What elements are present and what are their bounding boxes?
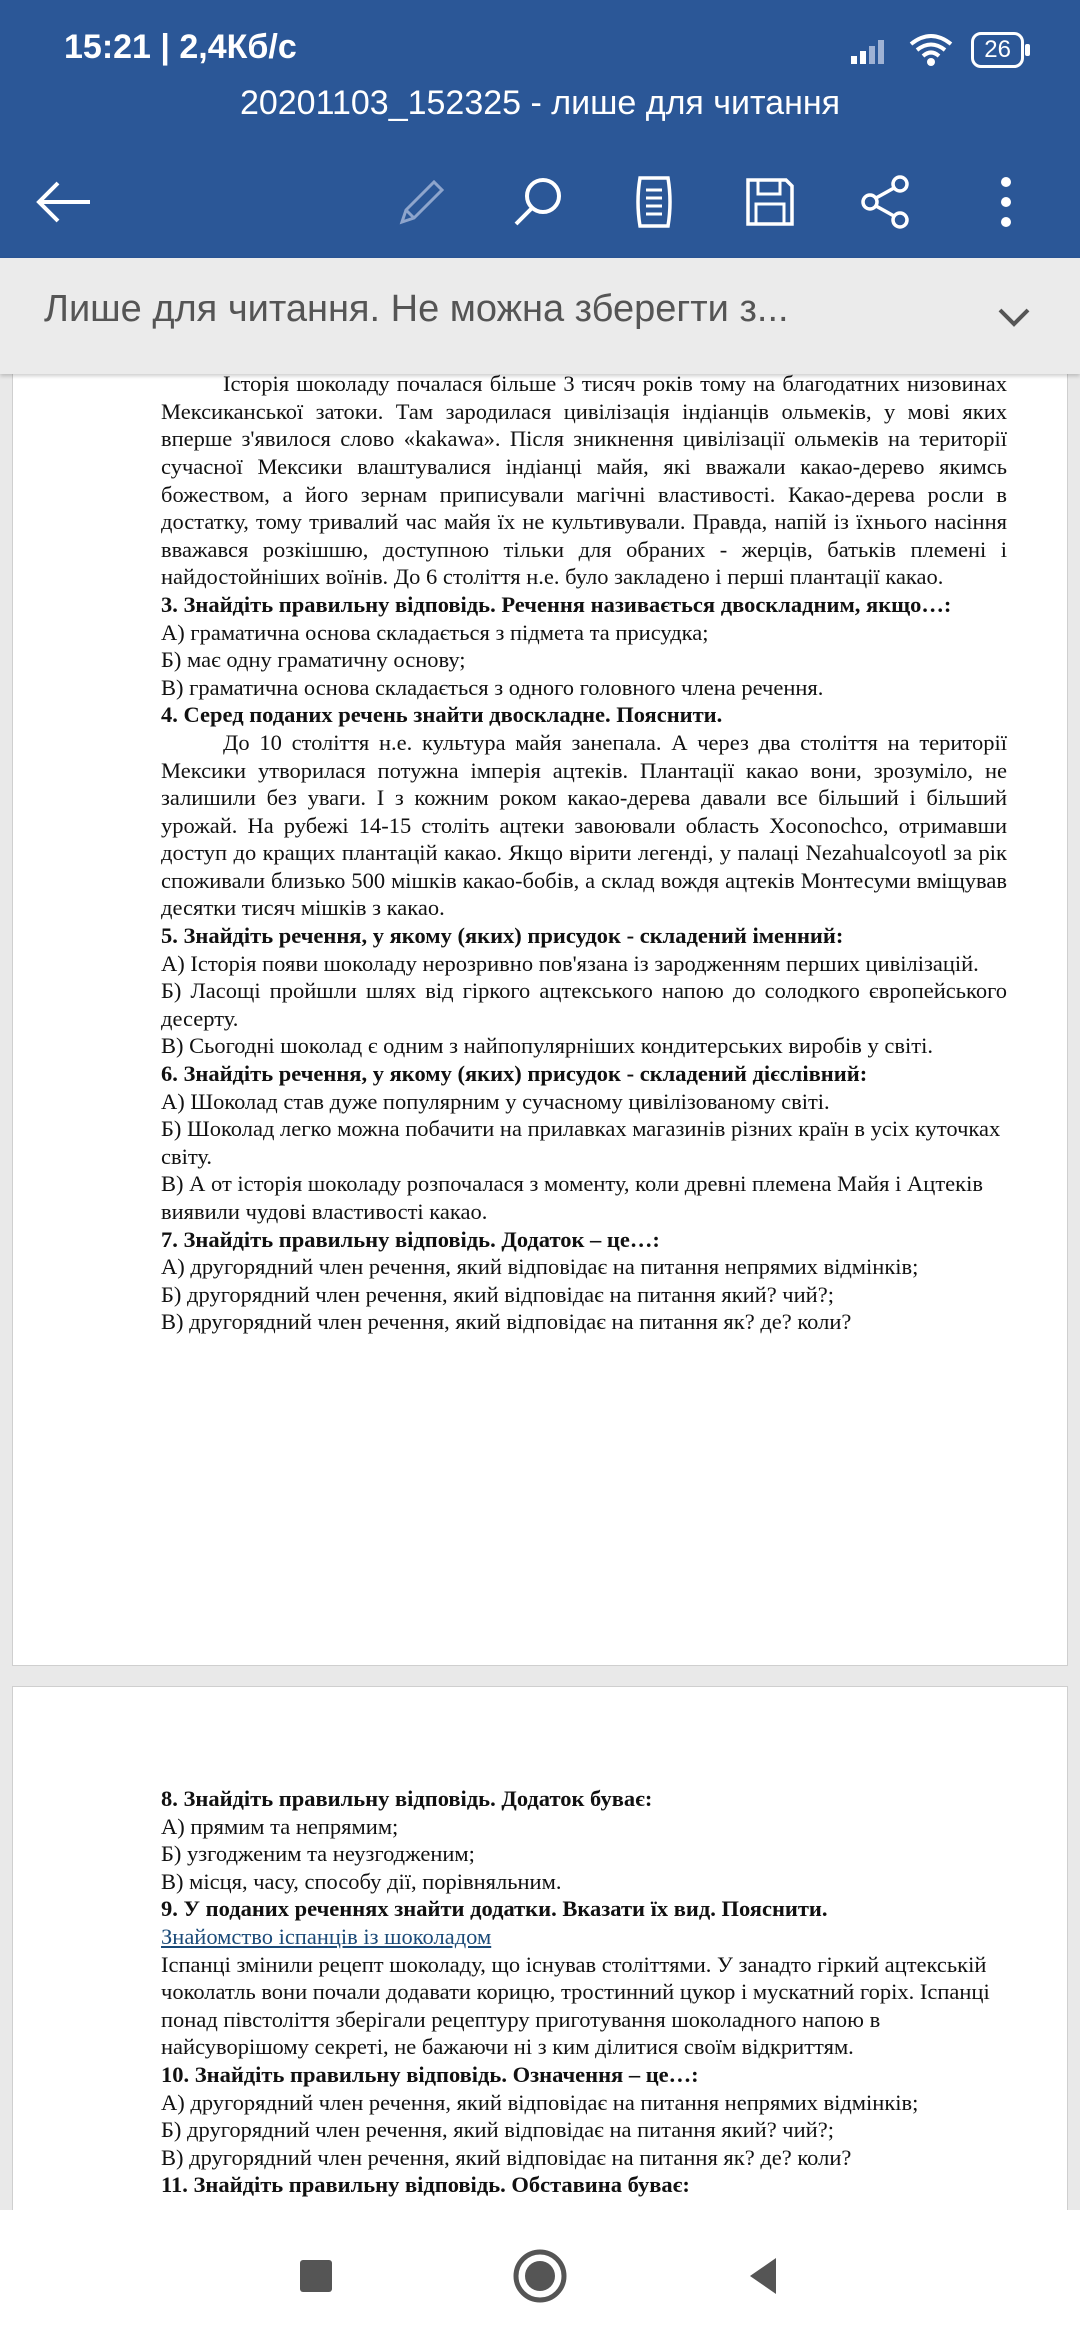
back-arrow-icon[interactable] (26, 164, 102, 240)
question-9-title: 9. У поданих реченнях знайти додатки. Вказати їх вид. Пояснити. (161, 1896, 828, 1922)
question-7-title: 7. Знайдіть правильну відповідь. Додаток – це…: (161, 1226, 660, 1252)
reading-view-icon[interactable] (616, 164, 692, 240)
search-icon[interactable] (500, 164, 576, 240)
status-time: 15:21 | 2,4Кб/с (64, 28, 297, 66)
system-icons (851, 30, 1024, 70)
page-2-content (161, 1785, 1007, 2199)
share-icon[interactable] (848, 164, 924, 240)
status-bar (0, 0, 1080, 96)
question-6-option-c: В) А от історія шоколаду розпочалася з моменту, коли древні племена Майя і Ацтеків виявили чудові властивості какао. (161, 1171, 983, 1224)
question-10-option-c: В) другорядний член речення, який відповідає на питання як? де? коли? (161, 2144, 852, 2170)
app-bar (0, 0, 1080, 258)
question-5-option-a: А) Історія появи шоколаду нерозривно пов'язана із зародженням перших цивілізацій. (161, 950, 979, 976)
document-viewport[interactable] (0, 374, 1080, 2210)
save-icon[interactable] (732, 164, 808, 240)
chevron-down-icon[interactable] (984, 286, 1044, 346)
system-nav-bar (0, 2210, 1080, 2340)
recents-square-icon[interactable] (286, 2246, 346, 2306)
pencil-icon[interactable] (384, 164, 460, 240)
question-3-option-b: Б) має одну граматичну основу; (161, 647, 466, 673)
question-8-option-b: Б) узгодженим та неузгодженим; (161, 1841, 475, 1867)
banner-text: Лише для читання. Не можна зберегти з... (44, 288, 789, 330)
home-circle-icon[interactable] (510, 2246, 570, 2306)
question-7-option-a: А) другорядний член речення, який відповідає на питання непрямих відмінків; (161, 1254, 919, 1280)
question-6-title: 6. Знайдіть речення, у якому (яких) присудок - складений дієслівний: (161, 1061, 868, 1087)
question-3-option-a: А) граматична основа складається з підмета та присудка; (161, 619, 709, 645)
battery-indicator: 26 (971, 32, 1024, 68)
wifi-icon (909, 33, 953, 67)
document-page-1 (12, 374, 1068, 1666)
question-4-text: До 10 століття н.е. культура майя занепала. А через два століття на території Мексики утворилася потужна імперія ацтеків. Плантації какао вони, зрозуміло, не залишили без уваги. І з кожним роком какао-дерева давали все більший і більший урожай. На рубежі 14-15 століть ацтеки завоювали область Xoconochco, отримавши доступ до кращих плантацій какао. Якщо вірити легенді, у палаці Nezahualcoyotl за рік споживали близько 500 мішків какао-бобів, а склад вождя ацтеків Монтесуми вміщував десятки тисяч мішків з какао. (161, 729, 1007, 921)
question-6-option-b: Б) Шоколад легко можна побачити на прилавках магазинів різних країн в усіх куточках світу. (161, 1116, 1001, 1169)
signal-icon (851, 36, 891, 64)
question-11-title: 11. Знайдіть правильну відповідь. Обставина буває: (161, 2172, 690, 2198)
question-5-option-b: Б) Ласощі пройшли шлях від гіркого ацтекського напою до солодкого європейського десерту. (161, 978, 1007, 1031)
document-page-2 (12, 1686, 1068, 2210)
question-10-title: 10. Знайдіть правильну відповідь. Означення – це…: (161, 2061, 699, 2087)
read-only-banner[interactable] (0, 258, 1080, 374)
question-9-link[interactable]: Знайомство іспанців із шоколадом (161, 1923, 492, 1949)
page-1-content (161, 374, 1007, 1336)
question-5-option-c: В) Сьогодні шоколад є одним з найпопулярніших кондитерських виробів у світі. (161, 1033, 933, 1059)
toolbar (0, 150, 1080, 250)
question-7-option-b: Б) другорядний член речення, який відповідає на питання який? чий?; (161, 1281, 834, 1307)
question-3-option-c: В) граматична основа складається з одного головного члена речення. (161, 674, 824, 700)
question-7-option-c: В) другорядний член речення, який відповідає на питання як? де? коли? (161, 1309, 852, 1335)
question-3-title: 3. Знайдіть правильну відповідь. Речення називається двоскладним, якщо…: (161, 591, 952, 617)
question-10-option-b: Б) другорядний член речення, який відповідає на питання який? чий?; (161, 2117, 834, 2143)
question-8-option-c: В) місця, часу, способу дії, порівняльним. (161, 1868, 562, 1894)
question-8-option-a: А) прямим та непрямим; (161, 1813, 399, 1839)
more-icon[interactable] (968, 164, 1044, 240)
question-6-option-a: А) Шоколад став дуже популярним у сучасному цивілізованому світі. (161, 1088, 830, 1114)
back-triangle-icon[interactable] (736, 2246, 796, 2306)
question-8-title: 8. Знайдіть правильну відповідь. Додаток буває: (161, 1786, 653, 1811)
question-9-text: Іспанці змінили рецепт шоколаду, що існував століттями. У занадто гіркий ацтекській чоколатль вони почали додавати корицю, тростинний цукор і мускатний горіх. Іспанці понад півстоліття зберігали рецептуру приготування шоколадного напою в найсуворішому секреті, не бажаючи ні з ким ділитися своїм відкриттям. (161, 1951, 990, 2060)
question-2-text: Історія шоколаду почалася більше 3 тисяч років тому на благодатних низовинах Мексиканської затоки. Там зародилася цивілізація індіанців ольмеків, у мові яких вперше з'явилося слово «kakawa». Після зникнення цивілізації ольмеків на території сучасної Мексики влаштувалися індіанці майя, які вважали какао-дерево якимсь божеством, а його зернам приписували магічні властивості. Какао-дерева росли в достатку, тому тривалий час майя їх не культивували. Правда, напій із їхнього насіння вважався розкішшю, доступною тільки для обраних - жерців, батьків племені і найдостойніших воїнів. До 6 століття н.е. було закладено і перші плантації какао. (161, 374, 1007, 590)
document-title: 20201103_152325 - лише для читання (239, 84, 841, 122)
question-4-title: 4. Серед поданих речень знайти двоскладне. Пояснити. (161, 702, 723, 728)
question-10-option-a: А) другорядний член речення, який відповідає на питання непрямих відмінків; (161, 2089, 919, 2115)
question-5-title: 5. Знайдіть речення, у якому (яких) присудок - складений іменний: (161, 923, 844, 949)
